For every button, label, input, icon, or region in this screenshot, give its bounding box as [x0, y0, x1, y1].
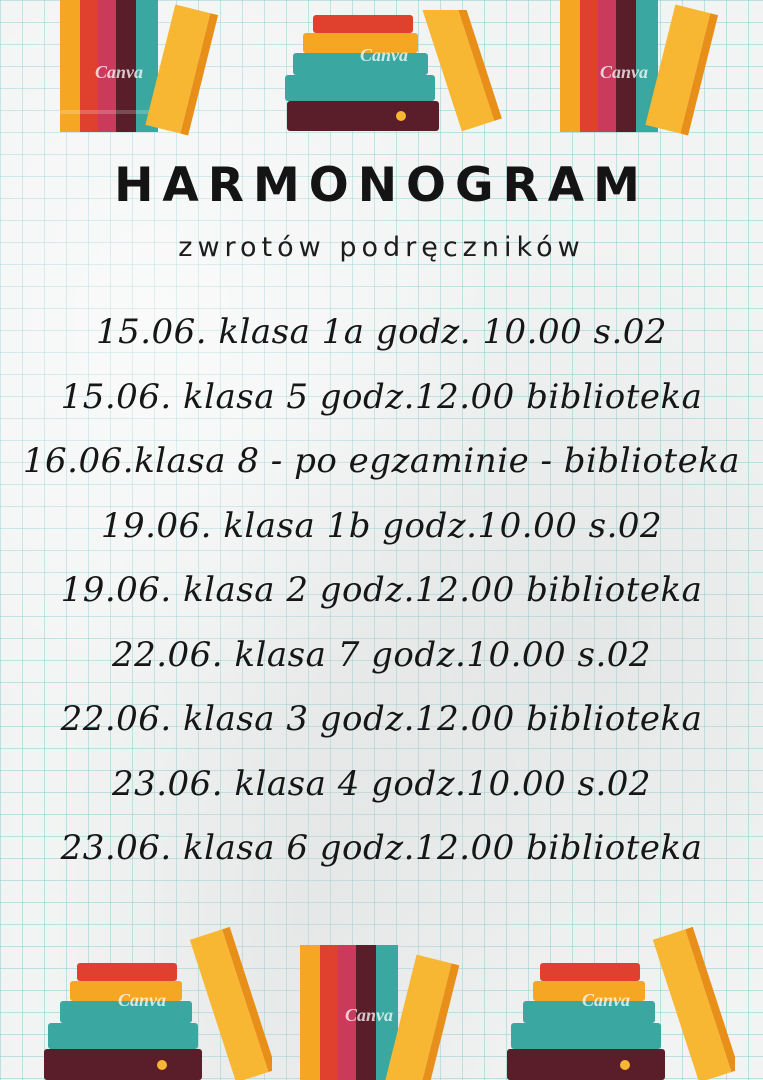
watermark: Canva — [345, 1005, 394, 1025]
watermark: Canva — [360, 45, 409, 65]
schedule-row: 16.06.klasa 8 - po egzaminie - biblioteka — [22, 441, 741, 481]
schedule-row: 15.06. klasa 1a godz. 10.00 s.02 — [95, 312, 668, 352]
watermark: Canva — [95, 62, 144, 82]
watermark: Canva — [582, 990, 631, 1010]
books-upright-illustration — [560, 0, 740, 140]
page-title: HARMONOGRAM — [114, 158, 649, 213]
books-stack-illustration — [283, 10, 503, 135]
schedule-row: 23.06. klasa 6 godz.12.00 biblioteka — [60, 828, 703, 868]
schedule-row: 23.06. klasa 4 godz.10.00 s.02 — [111, 763, 652, 804]
schedule-list — [20, 300, 743, 881]
schedule-row: 19.06. klasa 1b godz.10.00 s.02 — [100, 505, 663, 546]
schedule-row: 15.06. klasa 5 godz.12.00 biblioteka — [60, 376, 703, 417]
schedule-row: 22.06. klasa 3 godz.12.00 biblioteka — [60, 699, 703, 739]
schedule-row: 19.06. klasa 2 godz.12.00 biblioteka — [60, 570, 703, 610]
watermark: Canva — [600, 62, 649, 82]
schedule-row: 22.06. klasa 7 godz.10.00 s.02 — [111, 634, 652, 675]
books-upright-illustration — [60, 0, 240, 140]
page-subtitle: zwrotów podręczników — [178, 232, 585, 263]
watermark: Canva — [118, 990, 167, 1010]
